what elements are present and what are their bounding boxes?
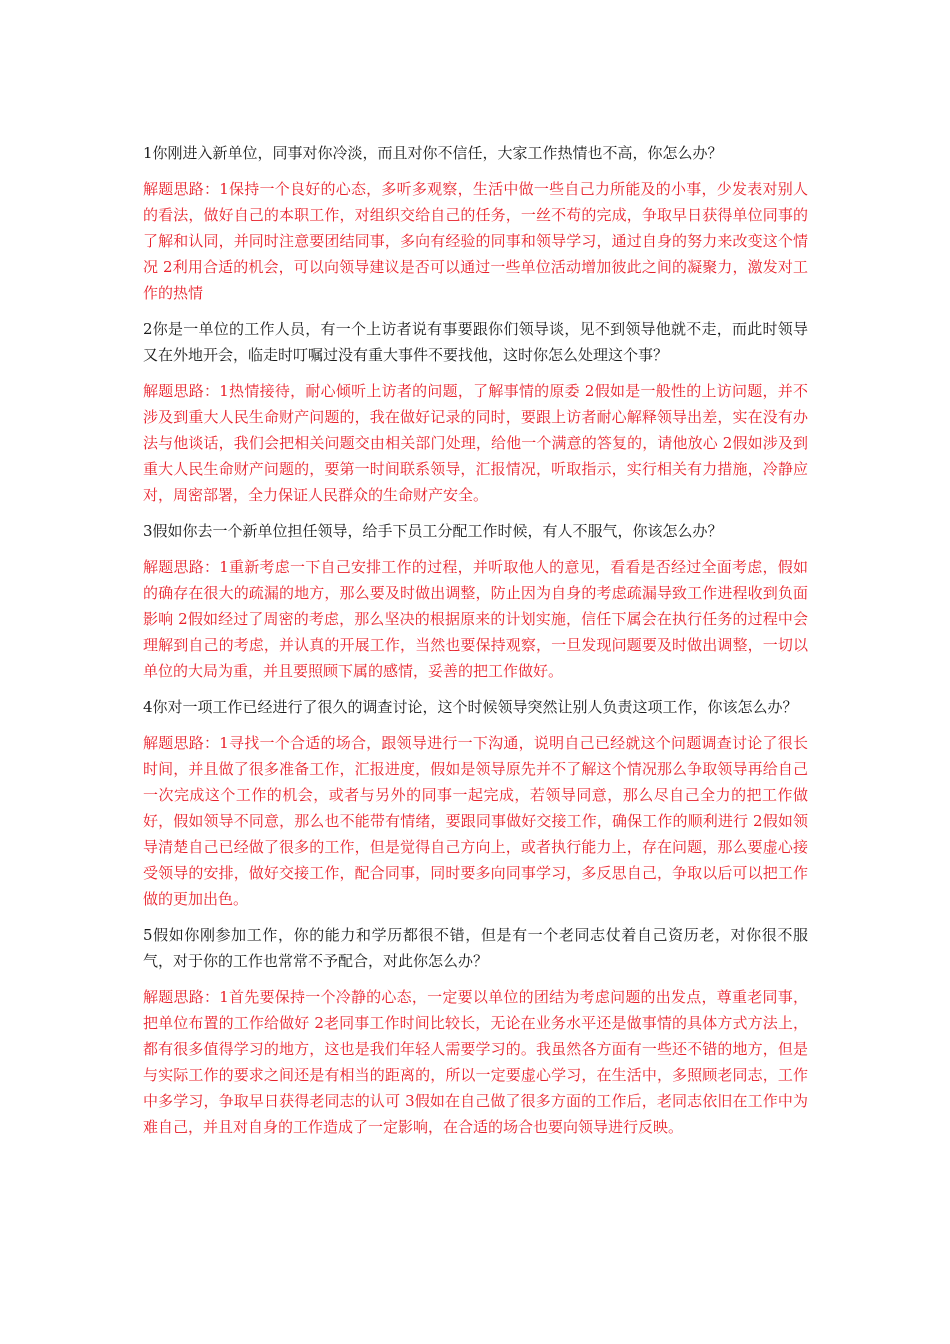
answer-5: 解题思路：1首先要保持一个冷静的心态，一定要以单位的团结为考虑问题的出发点，尊重老同事，把单位布置的工作给做好 2老同事工作时间比较长，无论在业务水平还是做事情的具体方式方法上，都有很多值得学习的地方，这也是我们年轻人需要学习的。我虽然各方面有一些还不错的地方，但是与实际工作的要求之间还是有相当的距离的，所以一定要虚心学习，在生活中，多照顾老同志，工作中多学习，争取早日获得老同志的认可 3假如在自己做了很多方面的工作后，老同志依旧在工作中为难自己，并且对自身的工作造成了一定影响，在合适的场合也要向领导进行反映。 [143, 988, 808, 1136]
question-2: 2你是一单位的工作人员，有一个上访者说有事要跟你们领导谈，见不到领导他就不走，而此时领导又在外地开会，临走时叮嘱过没有重大事件不要找他，这时你怎么处理这个事？ [143, 320, 808, 364]
qa-item-2 [143, 316, 808, 508]
qa-item-3 [143, 518, 808, 684]
answer-3: 解题思路：1重新考虑一下自己安排工作的过程，并听取他人的意见，看看是否经过全面考虑，假如的确存在很大的疏漏的地方，那么要及时做出调整，防止因为自身的考虑疏漏导致工作进程收到负面影响 2假如经过了周密的考虑，那么坚决的根据原来的计划实施，信任下属会在执行任务的过程中会理解到自己的考虑，并认真的开展工作，当然也要保持观察，一旦发现问题要及时做出调整，一切以单位的大局为重，并且要照顾下属的感情，妥善的把工作做好。 [143, 558, 808, 680]
question-3: 3假如你去一个新单位担任领导，给手下员工分配工作时候，有人不服气，你该怎么办？ [143, 522, 723, 540]
qa-item-4 [143, 694, 808, 912]
document-body [143, 140, 808, 1150]
qa-item-5 [143, 922, 808, 1140]
answer-4: 解题思路：1寻找一个合适的场合，跟领导进行一下沟通，说明自己已经就这个问题调查讨论了很长时间，并且做了很多准备工作，汇报进度，假如是领导原先并不了解这个情况那么争取领导再给自己一次完成这个工作的机会，或者与另外的同事一起完成，若领导同意，那么尽自己全力的把工作做好，假如领导不同意，那么也不能带有情绪，要跟同事做好交接工作，确保工作的顺利进行 2假如领导清楚自己已经做了很多的工作，但是觉得自己方向上，或者执行能力上，存在问题，那么要虚心接受领导的安排，做好交接工作，配合同事，同时要多向同事学习，多反思自己，争取以后可以把工作做的更加出色。 [143, 734, 808, 908]
qa-item-1 [143, 140, 808, 306]
question-5: 5假如你刚参加工作，你的能力和学历都很不错，但是有一个老同志仗着自己资历老，对你很不服气，对于你的工作也常常不予配合，对此你怎么办？ [143, 926, 808, 970]
question-1: 1你刚进入新单位，同事对你冷淡，而且对你不信任，大家工作热情也不高，你怎么办？ [143, 144, 723, 162]
answer-1: 解题思路：1保持一个良好的心态，多听多观察，生活中做一些自己力所能及的小事，少发表对别人的看法，做好自己的本职工作，对组织交给自己的任务，一丝不苟的完成，争取早日获得单位同事的了解和认同，并同时注意要团结同事，多向有经验的同事和领导学习，通过自身的努力来改变这个情况 2利用合适的机会，可以向领导建议是否可以通过一些单位活动增加彼此之间的凝聚力，激发对工作的热情 [143, 180, 808, 302]
answer-2: 解题思路：1热情接待，耐心倾听上访者的问题，了解事情的原委 2假如是一般性的上访问题，并不涉及到重大人民生命财产问题的，我在做好记录的同时，要跟上访者耐心解释领导出差，实在没有办法与他谈话，我们会把相关问题交由相关部门处理，给他一个满意的答复的，请他放心 2假如涉及到重大人民生命财产问题的，要第一时间联系领导，汇报情况，听取指示，实行相关有力措施，冷静应对，周密部署，全力保证人民群众的生命财产安全。 [143, 382, 808, 504]
question-4: 4你对一项工作已经进行了很久的调查讨论，这个时候领导突然让别人负责这项工作，你该怎么办？ [143, 698, 798, 716]
